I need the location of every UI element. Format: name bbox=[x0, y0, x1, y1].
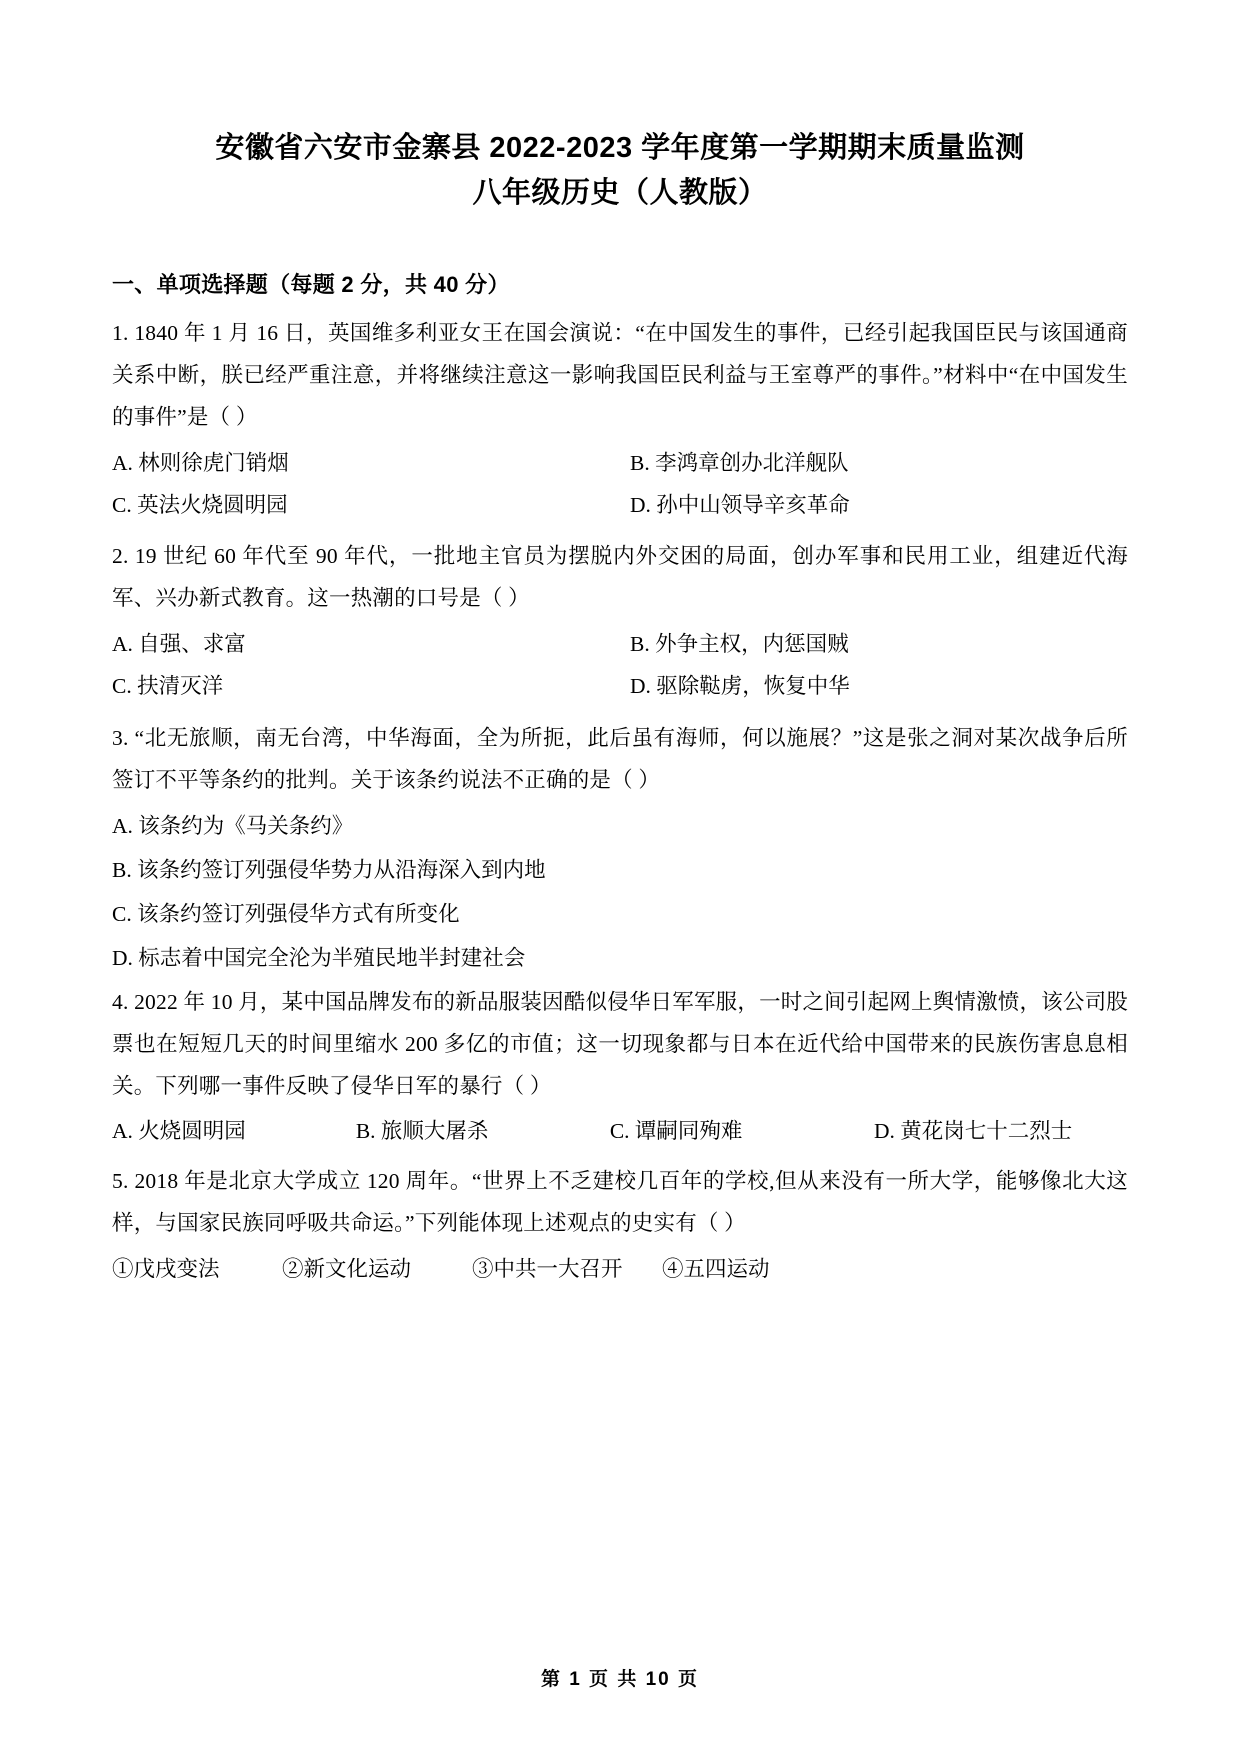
question-3-options bbox=[112, 806, 1128, 980]
question-2-stem: 2. 19 世纪 60 年代至 90 年代，一批地主官员为摆脱内外交困的局面，创办军事和民用工业，组建近代海军、兴办新式教育。这一热潮的口号是（ ） bbox=[112, 544, 1128, 611]
option-d[interactable]: D. 孙中山领导辛亥革命 bbox=[630, 492, 850, 517]
question-1-stem: 1. 1840 年 1 月 16 日，英国维多利亚女王在国会演说：“在中国发生的事件，已经引起我国臣民与该国通商关系中断，朕已经严重注意，并将继续注意这一影响我国臣民利益与王室尊严的事件。”材料中“在中国发生的事件”是（ ） bbox=[112, 320, 1128, 429]
option-c[interactable]: C. 英法火烧圆明园 bbox=[112, 492, 288, 517]
sub-item-2: ②新文化运动 bbox=[282, 1257, 412, 1282]
sub-item-3: ③中共一大召开 bbox=[472, 1257, 623, 1282]
option-a[interactable]: A. 该条约为《马关条约》 bbox=[112, 814, 354, 839]
question-1-options bbox=[112, 443, 1128, 527]
option-a[interactable]: A. 自强、求富 bbox=[112, 632, 246, 657]
question-3-stem: 3. “北无旅顺，南无台湾，中华海面，全为所扼，此后虽有海师，何以施展？”这是张之洞对某次战争后所签订不平等条约的批判。关于该条约说法不正确的是（ ） bbox=[112, 726, 1128, 793]
option-b[interactable]: B. 李鸿章创办北洋舰队 bbox=[630, 450, 849, 475]
title-line-2: 八年级历史（人教版） bbox=[472, 176, 768, 209]
option-a[interactable]: A. 火烧圆明园 bbox=[112, 1119, 246, 1144]
option-a[interactable]: A. 林则徐虎门销烟 bbox=[112, 450, 289, 475]
option-b[interactable]: B. 该条约签订列强侵华势力从沿海深入到内地 bbox=[112, 857, 546, 882]
option-c[interactable]: C. 该条约签订列强侵华方式有所变化 bbox=[112, 901, 460, 926]
question-5-sub-items bbox=[112, 1249, 1128, 1291]
option-b[interactable]: B. 旅顺大屠杀 bbox=[355, 1119, 489, 1144]
page-footer: 第 1 页 共 10 页 bbox=[540, 1669, 700, 1690]
page-title bbox=[112, 126, 1128, 216]
option-b[interactable]: B. 外争主权，内惩国贼 bbox=[630, 632, 849, 657]
option-c[interactable]: C. 谭嗣同殉难 bbox=[609, 1119, 743, 1144]
option-d[interactable]: D. 标志着中国完全沦为半殖民地半封建社会 bbox=[112, 945, 526, 970]
section-heading: 一、单项选择题（每题 2 分，共 40 分） bbox=[112, 271, 510, 297]
option-d[interactable]: D. 驱除鞑虏，恢复中华 bbox=[630, 674, 850, 699]
question-5-stem: 5. 2018 年是北京大学成立 120 周年。“世界上不乏建校几百年的学校,但从来没有一所大学，能够像北大这样，与国家民族同呼吸共命运。”下列能体现上述观点的史实有（ ） bbox=[112, 1169, 1128, 1236]
option-c[interactable]: C. 扶清灭洋 bbox=[112, 674, 224, 699]
question-4-stem: 4. 2022 年 10 月，某中国品牌发布的新品服装因酷似侵华日军军服，一时之间引起网上舆情激愤，该公司股票也在短短几天的时间里缩水 200 多亿的市值；这一切现象都与日本在近代给中国带来的民族伤害息息相关。下列哪一事件反映了侵华日军的暴行（ ） bbox=[112, 989, 1128, 1098]
option-d[interactable]: D. 黄花岗七十二烈士 bbox=[873, 1119, 1073, 1144]
title-line-1: 安徽省六安市金寨县 2022-2023 学年度第一学期期末质量监测 bbox=[215, 132, 1025, 164]
question-2-options bbox=[112, 624, 1128, 708]
sub-item-1: ①戊戌变法 bbox=[112, 1257, 220, 1282]
question-4-options bbox=[112, 1111, 1128, 1153]
sub-item-4: ④五四运动 bbox=[662, 1257, 770, 1282]
